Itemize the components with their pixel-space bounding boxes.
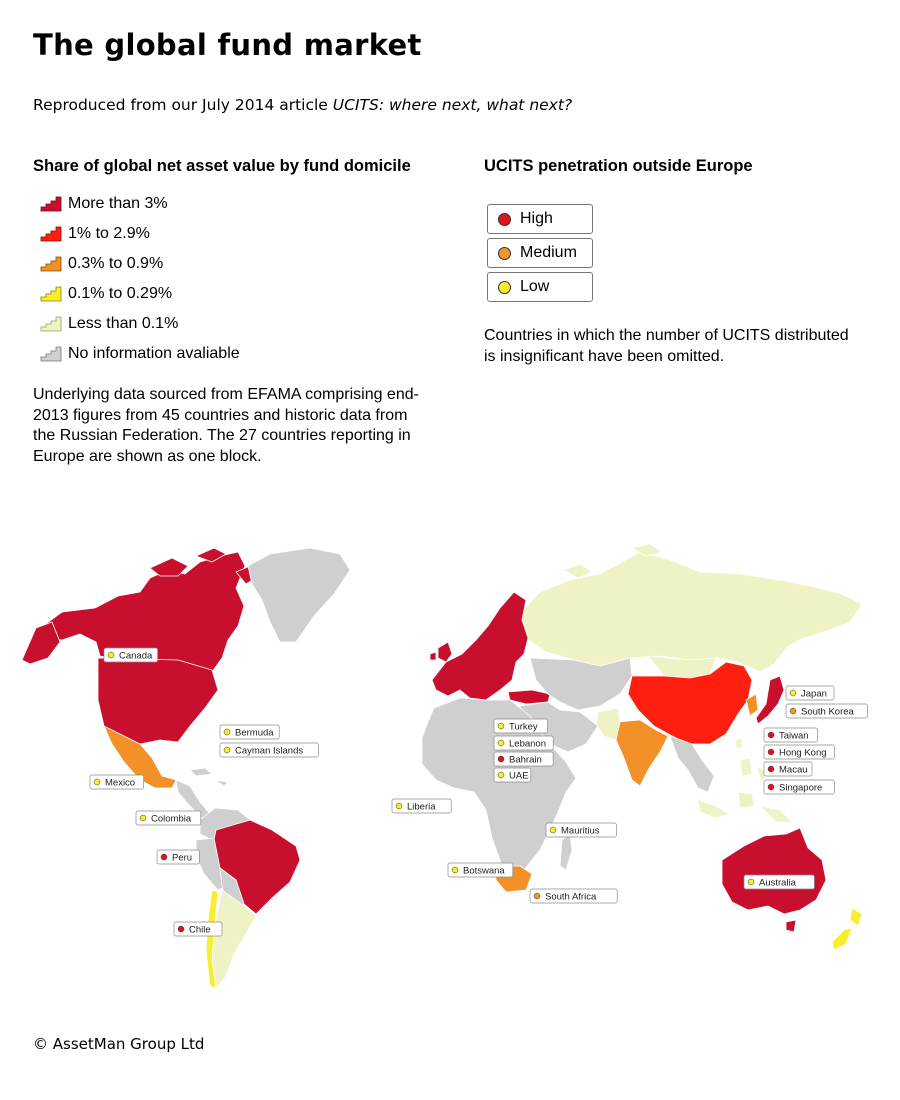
country-label-colombia <box>136 811 201 825</box>
legend-row <box>40 253 163 275</box>
country-label-text: Chile <box>189 924 211 936</box>
country-label-chile <box>174 922 222 936</box>
legend-row <box>40 283 172 305</box>
country-label-text: Colombia <box>151 813 192 825</box>
country-label-bahrain <box>494 752 553 766</box>
country-label-text: Australia <box>759 877 796 889</box>
country-label-cayman-islands <box>220 743 318 757</box>
penetration-note: Countries in which the number of UCITS distributed is insignificant have been omitted. <box>484 327 849 365</box>
country-label-text: Macau <box>779 764 808 776</box>
country-label-text: Taiwan <box>779 730 809 742</box>
country-label-liberia <box>392 799 451 813</box>
country-label-south-korea <box>786 704 868 718</box>
low-dot-icon <box>498 281 511 294</box>
country-label-text: Canada <box>119 650 153 662</box>
penetration-dot-icon <box>498 772 504 778</box>
penetration-dot-icon <box>94 779 100 785</box>
country-label-text: Botswana <box>463 865 505 877</box>
country-label-text: Mexico <box>105 777 136 789</box>
country-label-text: Bermuda <box>235 727 274 739</box>
penetration-dot-icon <box>768 784 774 790</box>
penetration-dot-icon <box>498 756 504 762</box>
australia-region <box>722 828 826 914</box>
legend-swatch-icon <box>40 196 62 212</box>
caribbean-region <box>190 768 228 786</box>
legend-swatch-icon <box>40 226 62 242</box>
country-label-macau <box>764 762 812 776</box>
legend-label: 0.1% to 0.29% <box>68 285 173 302</box>
country-label-bermuda <box>220 725 279 739</box>
page-title: The global fund market <box>33 28 422 62</box>
country-label-text: Peru <box>172 852 193 864</box>
country-label-singapore <box>764 780 834 794</box>
subtitle <box>33 96 572 114</box>
country-label-mauritius <box>546 823 616 837</box>
nav-share-heading: Share of global net asset value by fund domicile <box>33 157 411 175</box>
penetration-dot-icon <box>224 747 230 753</box>
country-label-uae <box>494 768 531 782</box>
ucits-penetration-heading: UCITS penetration outside Europe <box>484 157 753 175</box>
country-label-text: Japan <box>801 688 827 700</box>
legend-swatch-icon <box>40 286 62 302</box>
madagascar-region <box>560 834 572 870</box>
penetration-low <box>487 272 593 302</box>
japan-region <box>756 676 784 724</box>
country-label-text: South Korea <box>801 706 854 718</box>
penetration-medium-label: Medium <box>520 244 577 261</box>
country-label-text: Liberia <box>407 801 436 813</box>
legend-swatch-icon <box>40 316 62 332</box>
country-label-japan <box>786 686 834 700</box>
country-label-lebanon <box>494 736 553 750</box>
usa-region <box>98 658 218 744</box>
high-dot-icon <box>498 213 511 226</box>
penetration-dot-icon <box>768 766 774 772</box>
country-label-text: Mauritius <box>561 825 600 837</box>
penetration-dot-icon <box>178 926 184 932</box>
country-label-text: Turkey <box>509 721 538 733</box>
copyright: © AssetMan Group Ltd <box>33 1035 205 1053</box>
penetration-high <box>487 204 593 234</box>
legend-row <box>40 343 240 365</box>
country-label-mexico <box>90 775 144 789</box>
penetration-dot-icon <box>498 740 504 746</box>
legend-label: More than 3% <box>68 195 168 212</box>
uk-ireland-region <box>430 642 452 662</box>
medium-dot-icon <box>498 247 511 260</box>
country-label-text: Hong Kong <box>779 747 827 759</box>
country-label-text: Bahrain <box>509 754 542 766</box>
new-zealand-region <box>832 908 862 950</box>
country-label-botswana <box>448 863 513 877</box>
penetration-dot-icon <box>108 652 114 658</box>
penetration-dot-icon <box>140 815 146 821</box>
country-label-text: UAE <box>509 770 529 782</box>
penetration-dot-icon <box>396 803 402 809</box>
legend-label: No information avaliable <box>68 345 240 362</box>
legend-label: Less than 0.1% <box>68 315 179 332</box>
southeast-asia-region <box>670 736 714 792</box>
penetration-dot-icon <box>768 732 774 738</box>
country-label-south-africa <box>530 889 617 903</box>
legend-row <box>40 223 150 245</box>
alaska-region <box>22 622 60 664</box>
world-map <box>0 530 900 1000</box>
legend-label: 0.3% to 0.9% <box>68 255 164 272</box>
country-label-peru <box>157 850 199 864</box>
data-source-note: Underlying data sourced from EFAMA comprising end-2013 figures from 45 countries and historic data from the Russian Federation. The 27 countries reporting in Europe are shown as one block. <box>33 386 419 465</box>
subtitle-prefix: Reproduced from our July 2014 article <box>33 96 333 114</box>
turkey-region <box>508 690 550 704</box>
penetration-dot-icon <box>790 708 796 714</box>
country-label-taiwan <box>764 728 818 742</box>
penetration-dot-icon <box>550 827 556 833</box>
taiwan-region <box>736 738 742 748</box>
country-label-turkey <box>494 719 548 733</box>
pakistan-region <box>596 708 620 740</box>
penetration-dot-icon <box>790 690 796 696</box>
country-label-text: Singapore <box>779 782 823 794</box>
legend-label: 1% to 2.9% <box>68 225 150 242</box>
article-title: UCITS: where next, what next? <box>332 96 573 114</box>
tasmania-region <box>786 920 796 932</box>
penetration-high-label: High <box>520 210 553 227</box>
country-label-australia <box>744 875 814 889</box>
country-label-text: Cayman Islands <box>235 745 304 757</box>
penetration-medium <box>487 238 593 268</box>
country-label-text: South Africa <box>545 891 597 903</box>
country-label-canada <box>104 648 158 662</box>
penetration-dot-icon <box>161 854 167 860</box>
penetration-low-label: Low <box>520 278 550 295</box>
greenland-region <box>248 548 350 642</box>
penetration-dot-icon <box>452 867 458 873</box>
penetration-dot-icon <box>534 893 540 899</box>
legend-row <box>40 193 168 215</box>
legend-swatch-icon <box>40 256 62 272</box>
penetration-dot-icon <box>768 749 774 755</box>
penetration-dot-icon <box>224 729 230 735</box>
penetration-dot-icon <box>498 723 504 729</box>
country-label-text: Lebanon <box>509 738 546 750</box>
penetration-dot-icon <box>748 879 754 885</box>
legend-row <box>40 313 178 335</box>
country-label-hong-kong <box>764 745 834 759</box>
legend-swatch-icon <box>40 346 62 362</box>
